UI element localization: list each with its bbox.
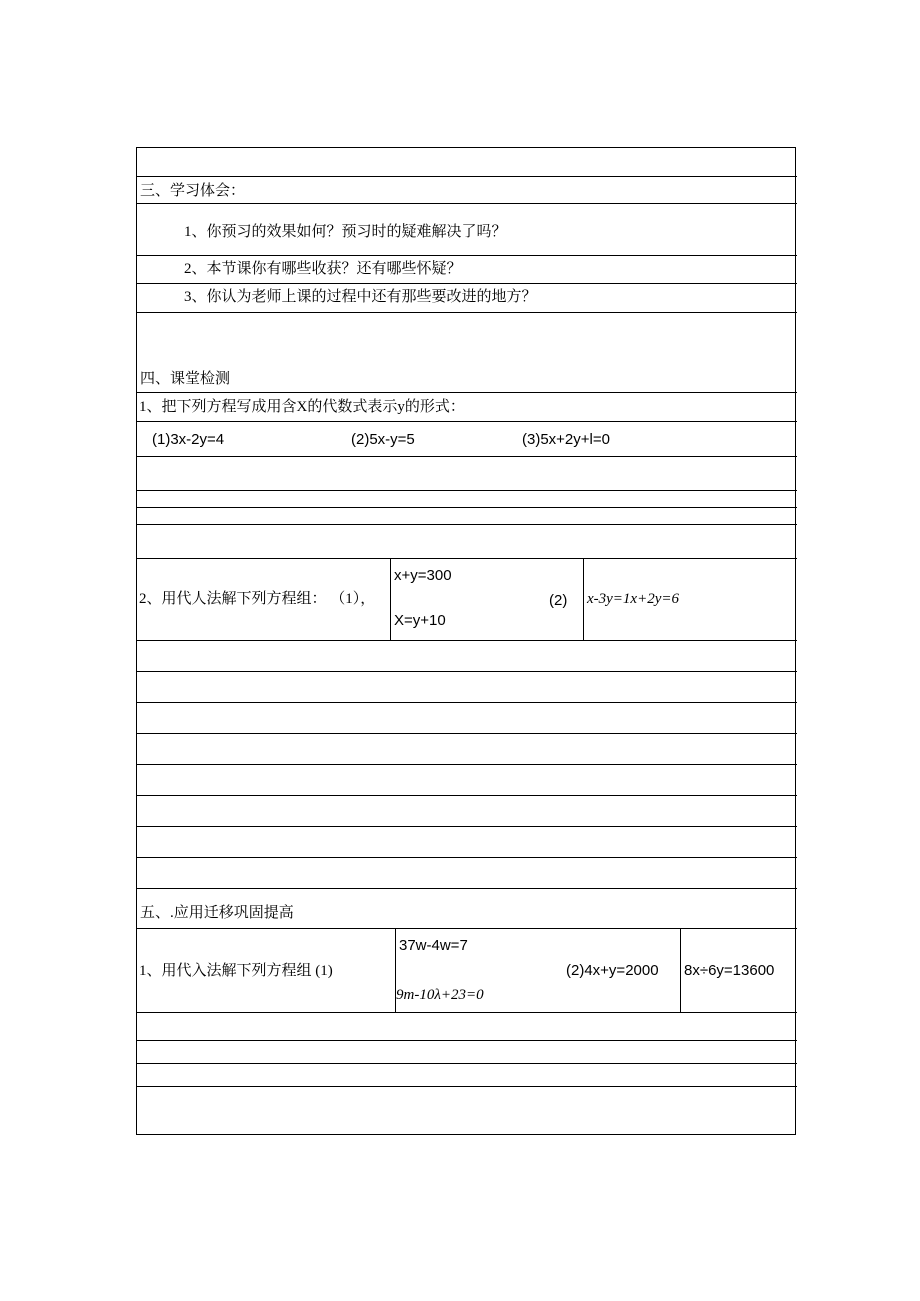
system-equation: 8x÷6y=13600 xyxy=(684,962,775,979)
apply-question-prompt: 1、用代入法解下列方程组 (1) xyxy=(139,963,333,979)
gridline-v xyxy=(390,558,391,640)
gridline-h xyxy=(136,928,797,929)
section-five-heading: 五、.应用迁移巩固提高 xyxy=(140,905,294,921)
gridline-h xyxy=(136,524,797,525)
system-equation: x+y=300 xyxy=(394,567,452,584)
equation: (1)3x-2y=4 xyxy=(152,431,225,448)
system-equation: x-3y=1x+2y=6 xyxy=(587,591,679,607)
gridline-h xyxy=(136,826,797,827)
gridline-v xyxy=(583,558,584,640)
system-equation: X=y+10 xyxy=(394,612,446,629)
gridline-h xyxy=(136,1063,797,1064)
gridline-h xyxy=(136,176,797,177)
gridline-h xyxy=(136,671,797,672)
gridline-h xyxy=(136,421,797,422)
gridline-h xyxy=(136,795,797,796)
gridline-h xyxy=(136,702,797,703)
gridline-h xyxy=(136,733,797,734)
system-equation: 9m-10λ+23=0 xyxy=(396,987,484,1003)
part-two-label: (2) xyxy=(549,592,568,609)
gridline-h xyxy=(136,392,797,393)
equation: (3)5x+2y+l=0 xyxy=(522,431,610,448)
question-one-prompt: 1、把下列方程写成用含X的代数式表示y的形式： xyxy=(139,399,465,415)
section-three-heading: 三、学习体会： xyxy=(140,183,246,199)
system-equation: 37w-4w=7 xyxy=(399,937,468,954)
gridline-h xyxy=(136,857,797,858)
gridline-v xyxy=(680,928,681,1012)
system-equation: (2)4x+y=2000 xyxy=(566,962,659,979)
reflection-item: 1、你预习的效果如何？预习时的疑难解决了吗？ xyxy=(184,224,507,240)
reflection-item: 2、本节课你有哪些收获？还有哪些怀疑？ xyxy=(184,261,462,277)
gridline-h xyxy=(136,1040,797,1041)
gridline-h xyxy=(136,255,797,256)
gridline-h xyxy=(136,640,797,641)
question-two-prompt: 2、用代人法解下列方程组： （1）， xyxy=(139,591,376,607)
gridline-h xyxy=(136,456,797,457)
gridline-h xyxy=(136,1012,797,1013)
section-four-heading: 四、课堂检测 xyxy=(140,371,231,387)
gridline-h xyxy=(136,507,797,508)
gridline-h xyxy=(136,283,797,284)
reflection-item: 3、你认为老师上课的过程中还有那些要改进的地方？ xyxy=(184,289,537,305)
gridline-h xyxy=(136,558,797,559)
gridline-h xyxy=(136,1086,797,1087)
gridline-h xyxy=(136,490,797,491)
gridline-h xyxy=(136,203,797,204)
gridline-h xyxy=(136,888,797,889)
equation: (2)5x-y=5 xyxy=(351,431,415,448)
gridline-h xyxy=(136,312,797,313)
gridline-h xyxy=(136,764,797,765)
